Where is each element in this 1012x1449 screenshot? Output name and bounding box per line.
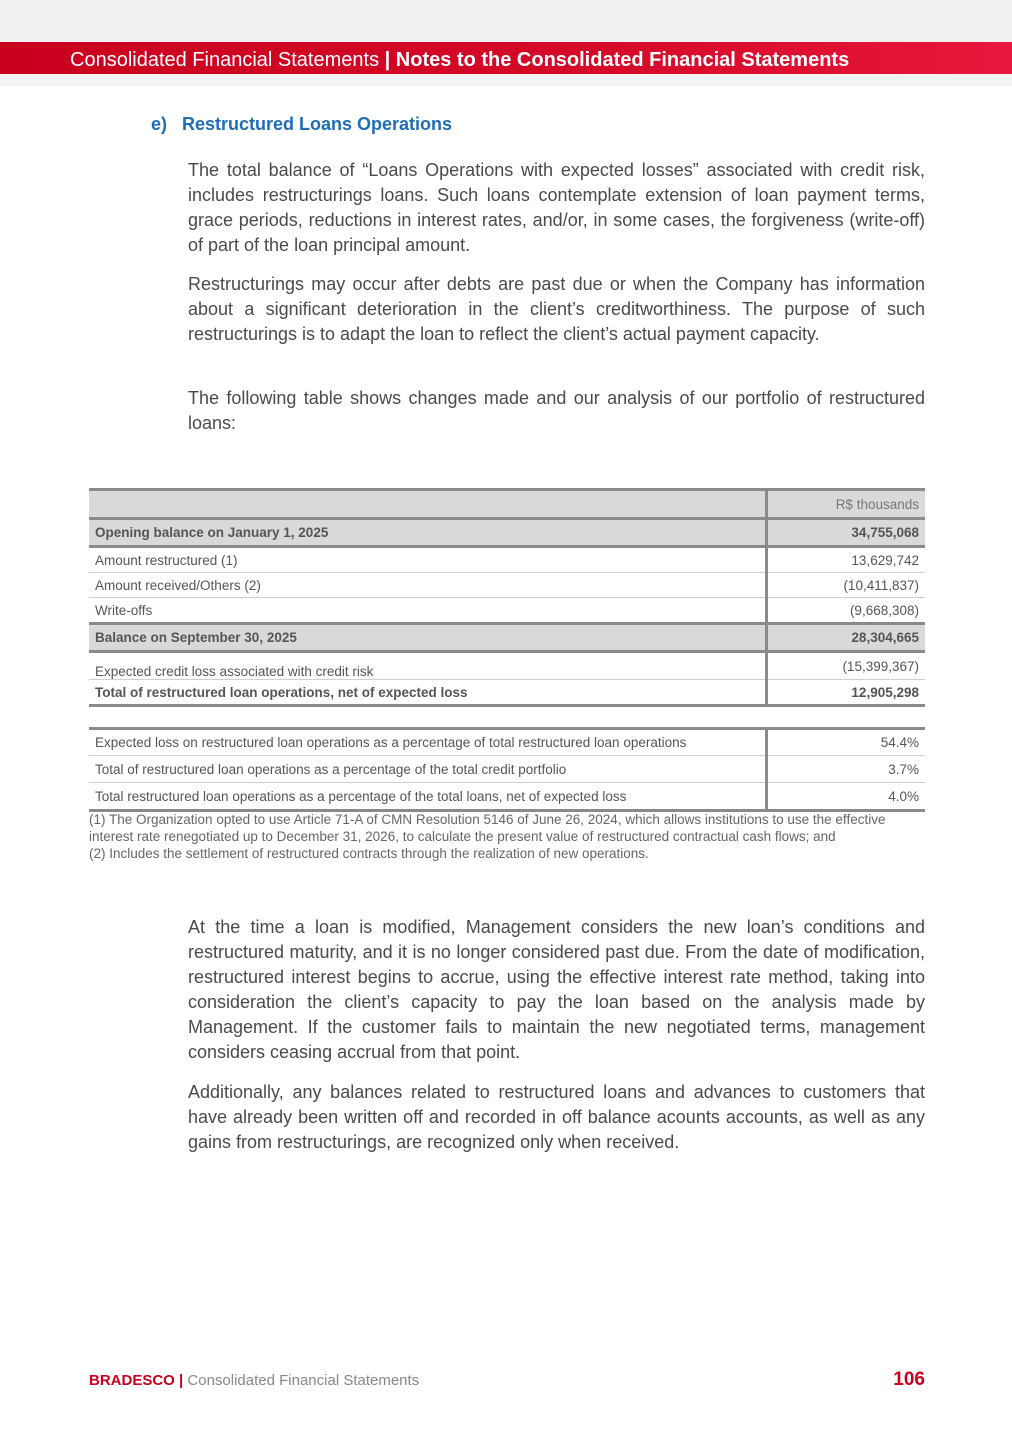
header-section: Consolidated Financial Statements <box>70 49 380 71</box>
row-label: Amount restructured (1) <box>89 547 767 573</box>
footer-title: Consolidated Financial Statements <box>187 1372 420 1389</box>
footnote-2: (2) Includes the settlement of restructured contracts through the realization of new operations. <box>89 846 649 861</box>
row-value: 34,755,068 <box>767 519 926 547</box>
table-row <box>89 680 925 706</box>
row-label: Total restructured loan operations as a percentage of the total loans, net of expected loss <box>89 783 767 811</box>
table-header-row <box>89 490 925 519</box>
footer-brand: BRADESCO <box>89 1372 175 1389</box>
footer-separator: | <box>179 1372 184 1389</box>
row-value: 54.4% <box>767 729 926 756</box>
restructured-ratios-table <box>89 727 925 812</box>
row-label: Amount received/Others (2) <box>89 573 767 598</box>
page-number: 106 <box>893 1369 925 1390</box>
top-strip <box>0 0 1012 42</box>
table-footnotes <box>89 811 925 862</box>
section-title: Restructured Loans Operations <box>182 114 453 134</box>
table-row <box>89 573 925 598</box>
table-row <box>89 624 925 652</box>
row-value: (10,411,837) <box>767 573 926 598</box>
row-label: Total of restructured loan operations as a percentage of the total credit portfolio <box>89 756 767 783</box>
paragraph-modification: At the time a loan is modified, Management considers the new loan’s conditions and restructured maturity, and it is no longer considered past due. From the date of modification, restructured interest begins to accrue, using the effective interest rate method, taking into consideration the client’s capacity to pay the loan based on the analysis made by Management. If the customer fails to maintain the new negotiated terms, management considers ceasing accrual from that point. <box>188 917 925 1062</box>
row-value: 12,905,298 <box>767 680 926 706</box>
paragraph-restructurings: Restructurings may occur after debts are past due or when the Company has information about a significant deterioration in the client’s creditworthiness. The purpose of such restructurings is to adapt the loan to reflect the client’s actual payment capacity. <box>188 274 925 344</box>
header-subsection: Notes to the Consolidated Financial Statements <box>395 49 850 71</box>
row-value: 13,629,742 <box>767 547 926 573</box>
paragraph-additionally: Additionally, any balances related to restructured loans and advances to customers that have already been written off and recorded in off balance acounts accounts, as well as any gains from restructurings, are recognized only when received. <box>188 1082 925 1152</box>
unit-label: R$ thousands <box>767 490 926 519</box>
restructured-loans-table <box>89 488 925 707</box>
table-row <box>89 652 925 680</box>
table-row <box>89 547 925 573</box>
section-letter: e) <box>151 114 168 134</box>
table-row <box>89 519 925 547</box>
paragraph-table-intro: The following table shows changes made and our analysis of our portfolio of restructured loans: <box>188 388 925 433</box>
row-value: 4.0% <box>767 783 926 811</box>
paragraph-intro: The total balance of “Loans Operations with expected losses” associated with credit risk, includes restructurings loans. Such loans contemplate extension of loan payment terms, grace periods, reductions in interest rates, and/or, in some cases, the forgiveness (write-off) of part of the loan principal amount. <box>188 160 925 255</box>
row-value: 3.7% <box>767 756 926 783</box>
footnote-1: (1) The Organization opted to use Article 71-A of CMN Resolution 5146 of June 26, 2024, which allows institutions to use the effective interest rate renegotiated up to December 31, 2026, to calculate the present value of restructured contractual cash flows; and <box>89 812 886 844</box>
row-label: Expected credit loss associated with credit risk <box>89 652 767 680</box>
row-label: Total of restructured loan operations, net of expected loss <box>89 680 767 706</box>
page-header-banner <box>0 42 1012 74</box>
header-separator: | <box>384 49 391 71</box>
row-label: Write-offs <box>89 598 767 624</box>
table-row <box>89 729 925 756</box>
section-heading <box>151 114 452 135</box>
header-shadow <box>0 74 1012 86</box>
page-footer <box>89 1372 419 1389</box>
table-row <box>89 783 925 811</box>
row-label: Opening balance on January 1, 2025 <box>89 519 767 547</box>
table-row <box>89 756 925 783</box>
row-value: 28,304,665 <box>767 624 926 652</box>
row-value: (15,399,367) <box>767 652 926 680</box>
table-row <box>89 598 925 624</box>
row-label: Expected loss on restructured loan operations as a percentage of total restructured loan operations <box>89 729 767 756</box>
row-value: (9,668,308) <box>767 598 926 624</box>
row-label: Balance on September 30, 2025 <box>89 624 767 652</box>
